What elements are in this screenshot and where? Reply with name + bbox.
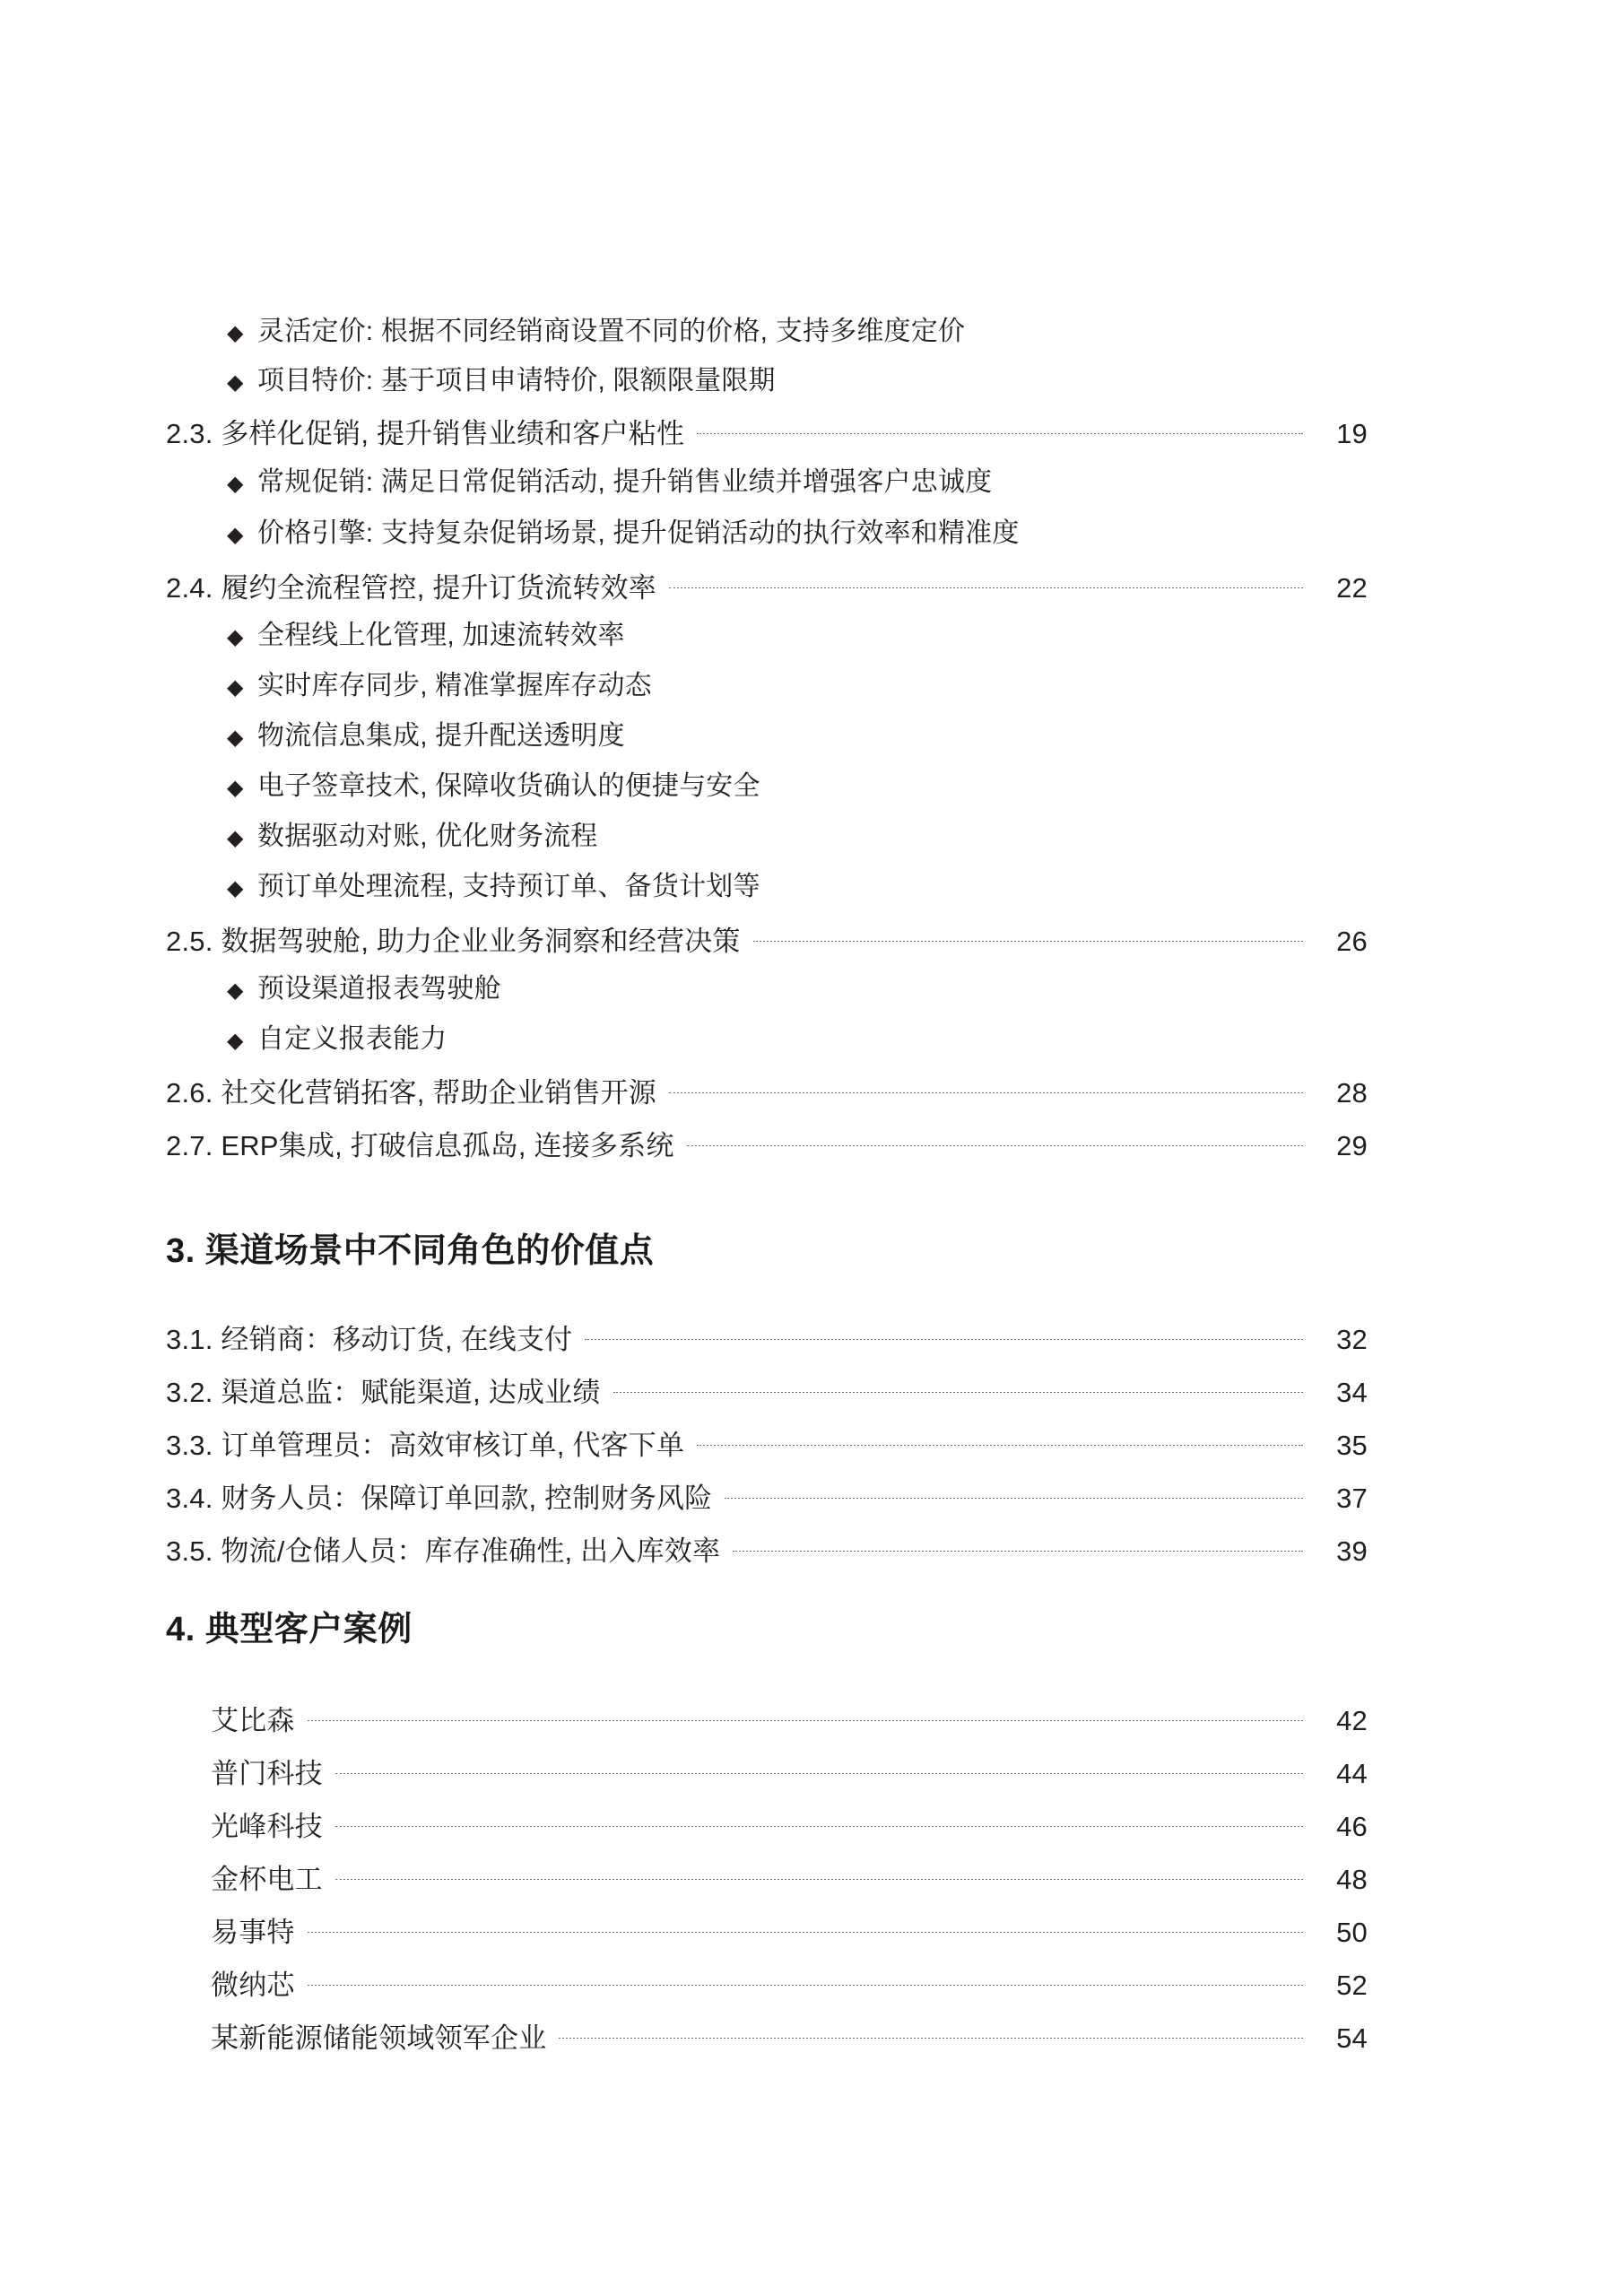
dot-leader [753,941,1303,942]
toc-bullet-label: 预订单处理流程, 支持预订单、备货计划等 [257,872,760,901]
toc-entry-label [211,1866,323,1893]
toc-entry-title: 数据驾驶舱, 助力企业业务洞察和经营决策 [221,926,741,957]
diamond-bullet-icon: ◆ [227,1029,244,1053]
toc-bullet-item [0,469,1616,496]
diamond-bullet-icon: ◆ [227,726,244,750]
toc-entry-title: 艾比森 [211,1705,295,1736]
toc-entry[interactable] [0,1431,1616,1459]
toc-bullet-label: 灵活定价: 根据不同经销商设置不同的价格, 支持多维度定价 [257,317,966,346]
toc-page-number: 52 [1336,1970,1368,2001]
dot-leader [559,2038,1303,2039]
toc-page-number: 42 [1336,1705,1368,1736]
toc-bullet-label: 自定义报表能力 [257,1024,447,1054]
dot-leader [733,1551,1303,1552]
section-heading: 4. 典型客户案例 [166,1611,413,1648]
toc-entry[interactable] [0,1971,1616,1999]
toc-bullet-item [0,1026,1616,1053]
dot-leader [308,1720,1303,1721]
toc-entry-label [211,1760,323,1787]
toc-bullet-item [0,520,1616,547]
toc-page-number: 39 [1336,1535,1368,1567]
toc-entry[interactable] [0,1813,1616,1840]
diamond-bullet-icon: ◆ [227,625,244,649]
toc-entry-label [166,1431,684,1459]
toc-entry[interactable] [0,1707,1616,1735]
toc-bullet-item [0,823,1616,850]
toc-entry-title: 光峰科技 [211,1811,323,1842]
dot-leader [687,1145,1303,1146]
toc-page-number: 46 [1336,1811,1368,1842]
toc-entry[interactable] [0,1132,1616,1160]
toc-entry-label [211,1918,295,1946]
toc-entry[interactable] [0,1760,1616,1787]
toc-entry-title: 订单管理员：高效审核订单, 代客下单 [221,1430,685,1461]
diamond-bullet-icon: ◆ [227,321,244,345]
toc-entry-title: ERP集成, 打破信息孤岛, 连接多系统 [221,1130,674,1161]
toc-bullet-label: 全程线上化管理, 加速流转效率 [257,621,625,650]
toc-entry[interactable] [0,1537,1616,1565]
toc-entry[interactable] [0,1378,1616,1406]
toc-entry-title: 财务人员：保障订单回款, 控制财务风险 [221,1483,713,1514]
toc-entry-number: 2.7. [166,1130,213,1161]
toc-entry-title: 某新能源储能领域领军企业 [211,2022,547,2054]
toc-entry-label [166,1132,674,1160]
toc-entry-title: 普门科技 [211,1758,323,1789]
diamond-bullet-icon: ◆ [227,826,244,850]
toc-page-number: 48 [1336,1864,1368,1895]
section-heading: 3. 渠道场景中不同角色的价值点 [166,1232,655,1270]
toc-entry-number: 3.5. [166,1535,213,1567]
toc-entry[interactable] [0,1866,1616,1893]
toc-entry[interactable] [0,1484,1616,1512]
toc-bullet-item [0,723,1616,750]
dot-leader [308,1932,1303,1933]
toc-entry-title: 物流/仓储人员：库存准确性, 出入库效率 [221,1535,721,1567]
dot-leader [613,1392,1303,1393]
diamond-bullet-icon: ◆ [227,978,244,1003]
toc-page-number: 19 [1336,418,1368,449]
toc-bullet-label: 常规促销: 满足日常促销活动, 提升销售业绩并增强客户忠诚度 [257,467,993,497]
toc-bullet-item [0,622,1616,649]
dot-leader [585,1339,1303,1340]
toc-bullet-label: 预设渠道报表驾驶舱 [257,974,501,1004]
dot-leader [335,1826,1303,1827]
toc-entry-label [211,1707,295,1735]
toc-entry-title: 社交化营销拓客, 帮助企业销售开源 [221,1077,656,1109]
toc-entry-title: 金杯电工 [211,1864,323,1895]
toc-page-number: 37 [1336,1483,1368,1514]
toc-page-number: 32 [1336,1324,1368,1355]
toc-page-number: 29 [1336,1130,1368,1161]
toc-page-number: 50 [1336,1917,1368,1948]
toc-bullet-item [0,318,1616,345]
diamond-bullet-icon: ◆ [227,370,244,395]
toc-entry[interactable] [0,420,1616,448]
toc-bullet-label: 价格引擎: 支持复杂促销场景, 提升促销活动的执行效率和精准度 [257,518,1020,548]
dot-leader [669,1092,1303,1093]
toc-page-number: 44 [1336,1758,1368,1789]
toc-entry[interactable] [0,2024,1616,2052]
toc-entry-label [166,420,684,448]
toc-entry-number: 3.1. [166,1324,213,1355]
dot-leader [335,1773,1303,1774]
dot-leader [697,1445,1303,1446]
toc-bullet-label: 项目特价: 基于项目申请特价, 限额限量限期 [257,366,776,396]
toc-entry-title: 渠道总监：赋能渠道, 达成业绩 [221,1377,601,1408]
toc-bullet-label: 电子签章技术, 保障收货确认的便捷与安全 [257,771,760,801]
toc-bullet-item [0,368,1616,395]
toc-entry-label [211,1971,295,1999]
dot-leader [308,1985,1303,1986]
toc-entry-number: 2.4. [166,572,213,604]
toc-page-number: 54 [1336,2022,1368,2054]
toc-entry[interactable] [0,927,1616,955]
toc-page-number: 22 [1336,572,1368,604]
dot-leader [725,1498,1303,1499]
toc-entry[interactable] [0,1326,1616,1353]
toc-entry-title: 履约全流程管控, 提升订货流转效率 [221,572,656,604]
toc-entry-label [166,574,656,602]
toc-entry-label [166,1537,720,1565]
toc-entry-number: 2.5. [166,926,213,957]
diamond-bullet-icon: ◆ [227,472,244,496]
toc-bullet-label: 物流信息集成, 提升配送透明度 [257,721,625,751]
toc-entry-number: 3.3. [166,1430,213,1461]
toc-entry-label [166,1326,572,1353]
diamond-bullet-icon: ◆ [227,876,244,900]
toc-bullet-item [0,874,1616,900]
toc-entry-label [166,1378,601,1406]
toc-page-number: 28 [1336,1077,1368,1109]
dot-leader [669,587,1303,588]
toc-bullet-label: 数据驱动对账, 优化财务流程 [257,822,598,851]
toc-entry-label [166,927,741,955]
dot-leader [335,1879,1303,1880]
toc-entry-number: 2.3. [166,418,213,449]
toc-entry-label [166,1484,712,1512]
toc-entry-label [211,1813,323,1840]
diamond-bullet-icon: ◆ [227,776,244,800]
toc-entry-title: 易事特 [211,1917,295,1948]
diamond-bullet-icon: ◆ [227,523,244,547]
toc-entry[interactable] [0,1079,1616,1107]
toc-entry-title: 多样化促销, 提升销售业绩和客户粘性 [221,418,685,449]
toc-bullet-label: 实时库存同步, 精准掌握库存动态 [257,671,652,700]
toc-bullet-item [0,673,1616,700]
toc-entry-title: 微纳芯 [211,1970,295,2001]
toc-entry-label [166,1079,656,1107]
toc-entry-number: 2.6. [166,1077,213,1109]
toc-page-number: 34 [1336,1377,1368,1408]
diamond-bullet-icon: ◆ [227,675,244,700]
toc-page-number: 35 [1336,1430,1368,1461]
dot-leader [697,433,1303,434]
toc-entry-number: 3.2. [166,1377,213,1408]
toc-bullet-item [0,773,1616,800]
toc-entry-number: 3.4. [166,1483,213,1514]
toc-entry[interactable] [0,1918,1616,1946]
toc-page-number: 26 [1336,926,1368,957]
toc-entry[interactable] [0,574,1616,602]
toc-entry-label [211,2024,546,2052]
toc-bullet-item [0,976,1616,1003]
toc-entry-title: 经销商：移动订货, 在线支付 [221,1324,573,1355]
